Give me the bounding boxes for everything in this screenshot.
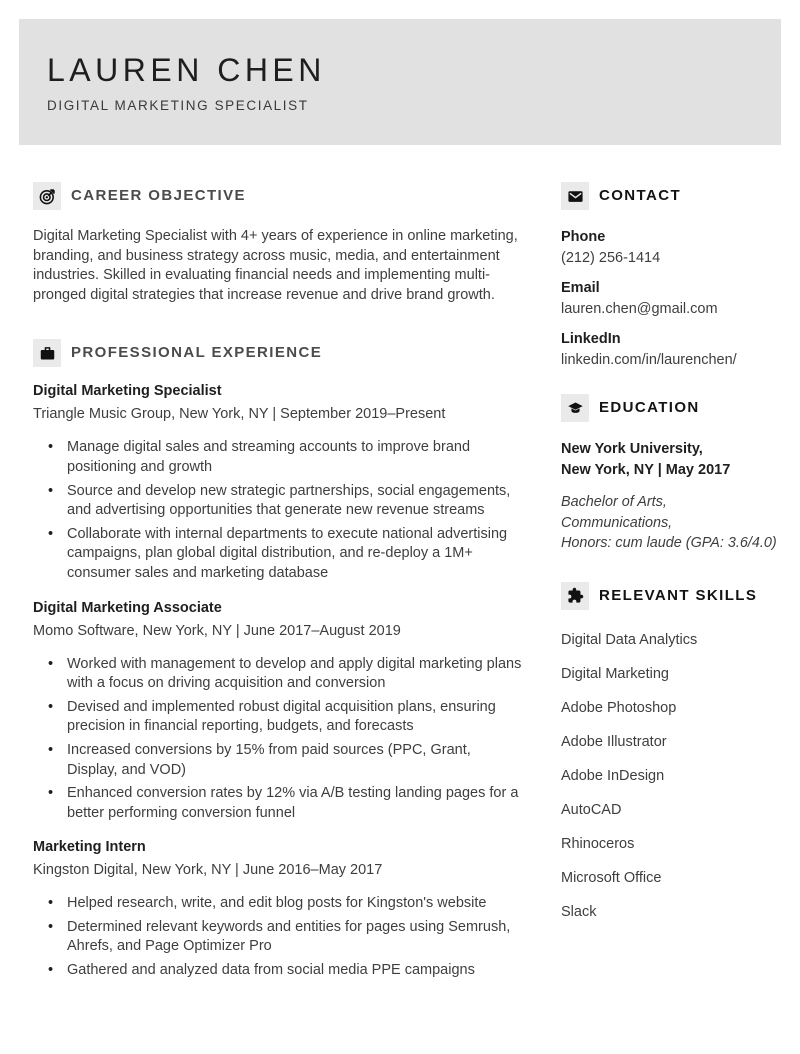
experience-heading-row xyxy=(33,339,523,367)
skills-heading: RELEVANT SKILLS xyxy=(599,586,758,604)
section-contact xyxy=(561,182,786,371)
skill-item: Digital Marketing xyxy=(561,665,669,682)
right-column xyxy=(561,182,786,985)
target-arrow-icon xyxy=(33,182,61,210)
section-relevant-skills xyxy=(561,582,786,922)
education-details xyxy=(561,492,786,554)
left-column xyxy=(33,182,523,985)
linkedin-value: linkedin.com/in/laurenchen/ xyxy=(561,352,737,368)
job-meta: Momo Software, New York, NY | June 2017–August 2019 xyxy=(33,622,401,639)
puzzle-icon xyxy=(561,582,589,610)
resume-body xyxy=(0,145,800,985)
career-objective-heading-row xyxy=(33,182,523,210)
section-professional-experience xyxy=(33,339,523,980)
job-bullet: • Helped research, write, and edit blog posts for Kingston's website xyxy=(33,894,523,914)
job-entry xyxy=(33,598,523,824)
phone-value: (212) 256-1414 xyxy=(561,250,661,266)
education-honors: Honors: cum laude (GPA: 3.6/4.0) xyxy=(561,535,777,551)
job-entry xyxy=(33,381,523,583)
contact-pair xyxy=(561,278,786,320)
job-title: Digital Marketing Associate xyxy=(33,599,222,616)
contact-label: LinkedIn xyxy=(561,331,621,347)
job-title: Marketing Intern xyxy=(33,839,146,856)
career-objective-heading: CAREER OBJECTIVE xyxy=(71,187,246,204)
education-school-line: New York, NY | May 2017 xyxy=(561,461,731,478)
job-bullet: • Worked with management to develop and apply digital marketing plans with a focus on driving acquisition and conversion xyxy=(33,655,523,694)
education-major: Communications, xyxy=(561,514,673,531)
skill-item: Adobe Illustrator xyxy=(561,733,667,750)
contact-heading: CONTACT xyxy=(599,187,682,204)
education-school-line: New York University, xyxy=(561,441,703,457)
skill-item: Digital Data Analytics xyxy=(561,631,698,648)
job-bullet-list xyxy=(33,894,523,980)
skill-item: Rhinoceros xyxy=(561,835,635,852)
resume-header xyxy=(19,19,781,145)
job-bullet: • Increased conversions by 15% from paid sources (PPC, Grant, Display, and VOD) xyxy=(33,741,523,780)
candidate-name: LAUREN CHEN xyxy=(47,52,326,88)
contact-label: Phone xyxy=(561,229,606,245)
contact-heading-row xyxy=(561,182,786,210)
briefcase-icon xyxy=(33,339,61,367)
job-bullet-list xyxy=(33,655,523,824)
contact-label: Email xyxy=(561,280,600,296)
job-bullet: • Manage digital sales and streaming accounts to improve brand positioning and growth xyxy=(33,438,523,477)
email-value: lauren.chen@gmail.com xyxy=(561,301,718,317)
job-bullet: • Devised and implemented robust digital acquisition plans, ensuring precision in financial reporting, budgets, and forecasts xyxy=(33,698,523,737)
job-bullet-list xyxy=(33,438,523,583)
contact-pair xyxy=(561,329,786,371)
skills-list xyxy=(561,630,786,922)
career-objective-text: Digital Marketing Specialist with 4+ years of experience in online marketing, branding, and business strategy across music, media, and entertainment industries. Skilled in evaluating financial needs and implementing multi-pronged digital strategies that increase revenue and drive brand growth. xyxy=(33,228,518,303)
job-bullet: • Gathered and analyzed data from social media PPE campaigns xyxy=(33,961,523,981)
job-entry xyxy=(33,837,523,980)
candidate-job-title: DIGITAL MARKETING SPECIALIST xyxy=(47,98,309,113)
graduation-cap-icon xyxy=(561,394,589,422)
skill-item: Adobe InDesign xyxy=(561,767,665,784)
job-bullet: • Determined relevant keywords and entities for pages using Semrush, Ahrefs, and Page Optimizer Pro xyxy=(33,918,523,957)
section-career-objective xyxy=(33,182,523,305)
job-title: Digital Marketing Specialist xyxy=(33,383,222,400)
contact-pair xyxy=(561,227,786,269)
education-degree: Bachelor of Arts, xyxy=(561,494,667,510)
job-bullet: • Collaborate with internal departments to execute national advertising campaigns, plan global digital distribution, and re-deploy a 1M+ consumer sales and marketing database xyxy=(33,525,523,584)
experience-heading: PROFESSIONAL EXPERIENCE xyxy=(71,344,323,362)
skill-item: AutoCAD xyxy=(561,801,622,818)
skill-item: Microsoft Office xyxy=(561,869,662,886)
skill-item: Adobe Photoshop xyxy=(561,699,677,716)
job-bullet: • Source and develop new strategic partnerships, social engagements, and advertising opportunities that generate new revenue streams xyxy=(33,482,523,521)
job-meta: Kingston Digital, New York, NY | June 2016–May 2017 xyxy=(33,862,383,879)
envelope-icon xyxy=(561,182,589,210)
job-meta: Triangle Music Group, New York, NY | September 2019–Present xyxy=(33,406,446,423)
education-heading-row xyxy=(561,394,786,422)
section-education xyxy=(561,394,786,554)
skills-heading-row xyxy=(561,582,786,610)
education-school xyxy=(561,439,786,480)
skill-item: Slack xyxy=(561,903,597,920)
job-bullet: • Enhanced conversion rates by 12% via A/B testing landing pages for a better performing conversion funnel xyxy=(33,784,523,823)
education-heading: EDUCATION xyxy=(599,399,700,416)
contact-items xyxy=(561,227,786,371)
